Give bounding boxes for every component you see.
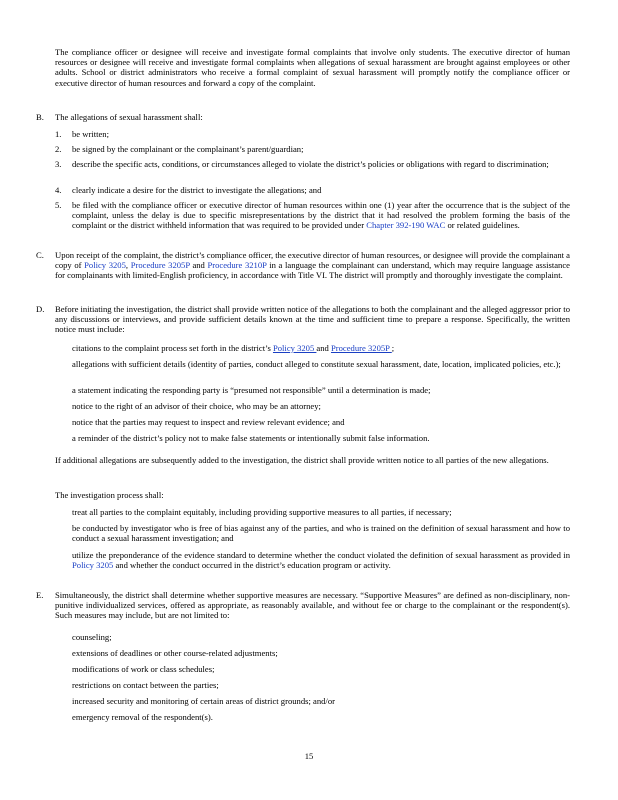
list-number: 3. — [55, 159, 62, 169]
list-item-text — [72, 550, 570, 570]
section-c-label: C. — [36, 250, 44, 260]
list-item-text: treat all parties to the complaint equitably, including providing supportive measures to all parties, if necessary; — [72, 507, 452, 517]
policy-3205-link[interactable]: Policy 3205 — [272, 343, 317, 353]
list-item — [55, 550, 570, 570]
list-item-text: modifications of work or class schedules; — [72, 664, 215, 674]
text-run: citations to the complaint process set forth in the district’s — [72, 343, 273, 353]
text-run: and — [189, 260, 208, 271]
text-run: or related guidelines. — [445, 220, 520, 231]
section-b-text: The allegations of sexual harassment shall: — [55, 112, 203, 122]
list-item — [55, 401, 570, 411]
procedure-3205p-link[interactable]: Procedure 3205P — [130, 260, 190, 271]
list-item-text: clearly indicate a desire for the district to investigate the allegations; and — [72, 185, 322, 195]
section-c-text — [55, 250, 570, 281]
text-run: and whether the conduct occurred in the district’s education program or activity. — [113, 560, 391, 571]
list-item-text: be written; — [72, 129, 109, 139]
list-item-text: a reminder of the district’s policy not to make false statements or intentionally submit false information. — [72, 433, 430, 443]
section-d — [36, 304, 570, 335]
list-item-text: describe the specific acts, conditions, or circumstances alleged to violate the district’s policies or obligations with regard to discrimination; — [72, 159, 549, 169]
list-item — [55, 712, 570, 722]
list-item-text: notice that the parties may request to inspect and review relevant evidence; and — [72, 417, 345, 427]
text-run: and — [316, 343, 331, 353]
list-number: 4. — [55, 185, 62, 195]
list-item — [55, 680, 570, 690]
policy-3205-link[interactable]: Policy 3205 — [84, 260, 126, 271]
list-item — [55, 417, 570, 427]
section-d-label: D. — [36, 304, 45, 314]
list-item-text — [72, 343, 570, 353]
list-item-text: restrictions on contact between the parties; — [72, 680, 219, 690]
list-item — [55, 385, 570, 395]
list-number: 2. — [55, 144, 62, 154]
section-e — [36, 590, 570, 621]
list-item — [55, 200, 570, 231]
list-item-text: be conducted by investigator who is free of bias against any of the parties, and who is trained on the definition of sexual harassment and how to conduct a sexual harassment investigation; and — [72, 523, 570, 544]
list-item-text: be signed by the complainant or the complainant’s parent/guardian; — [72, 144, 304, 154]
page-number: 15 — [304, 751, 314, 761]
list-item — [55, 696, 570, 706]
list-item-text: allegations with sufficient details (identity of parties, conduct alleged to constitute sexual harassment, date, location, implicated policies, etc.); — [72, 359, 561, 369]
list-item-text: increased security and monitoring of certain areas of district grounds; and/or — [72, 696, 335, 706]
list-item — [55, 343, 570, 353]
list-item-text: notice to the right of an advisor of their choice, who may be an attorney; — [72, 401, 321, 411]
list-item-text: emergency removal of the respondent(s). — [72, 712, 213, 722]
text-run: ; — [391, 343, 395, 353]
policy-3205-link[interactable]: Policy 3205 — [72, 560, 114, 571]
list-item — [55, 433, 570, 443]
list-item-text: counseling; — [72, 632, 112, 642]
section-c — [36, 250, 570, 281]
additional-allegations-paragraph: If additional allegations are subsequently added to the investigation, the district shall provide written notice to all parties of the new allegations. — [55, 455, 549, 465]
list-item — [55, 664, 570, 674]
text-run: , — [125, 260, 131, 271]
list-item — [55, 632, 570, 642]
list-item — [55, 185, 570, 195]
text-run: utilize the preponderance of the evidence standard to determine whether the conduct violated the definition of sexual harassment as provided in — [72, 550, 570, 560]
section-b — [36, 112, 570, 122]
investigation-process-intro: The investigation process shall: — [55, 490, 164, 500]
text-run: in a language the complainant can understand, which may require language assistance for complainants with limited-English proficiency, in accordance with Title VI. The district will promptly and thoroughly investigate the complaint. — [55, 260, 570, 281]
section-e-text: Simultaneously, the district shall determine whether supportive measures are necessary. “Supportive Measures” are defined as non-disciplinary, non-punitive individualized services, offered as appropriate, as reasonably available, and without fee or charge to the complainant or the respondent(s). Such measures may include, but are not limited to: — [55, 590, 570, 621]
intro-paragraph: The compliance officer or designee will receive and investigate formal complaints that involve only students. The executive director of human resources or designee will receive and investigate formal complaints when allegations of sexual harassment are brought against employees or other adults. School or district administrators who receive a formal complaint of sexual harassment will promptly notify the compliance officer or executive director of human resources and forward a copy of the complaint. — [55, 47, 570, 88]
list-item-text: a statement indicating the responding party is “presumed not responsible” until a determination is made; — [72, 385, 431, 395]
text-run: be filed with the compliance officer or executive director of human resources within one (1) year after the occurrence that is the subject of the complaint, unless the delay is due to specific misrepresentations by the district that it had resolved the problem forming the basis of the complaint or the district withheld information that was required to be provided under — [72, 200, 570, 231]
list-item-text — [72, 200, 570, 231]
list-item-text: extensions of deadlines or other course-related adjustments; — [72, 648, 278, 658]
procedure-3205p-link[interactable]: Procedure 3205P — [330, 343, 392, 353]
list-item — [55, 129, 570, 139]
list-item — [55, 359, 570, 369]
procedure-3210p-link[interactable]: Procedure 3210P — [207, 260, 267, 271]
list-item — [55, 159, 570, 169]
section-d-text: Before initiating the investigation, the district shall provide written notice of the allegations to both the complainant and the alleged aggressor prior to any discussions or interviews, and provide sufficient details known at the time and sufficient time to prepare a response. Specifically, the written notice must include: — [55, 304, 570, 335]
section-e-label: E. — [36, 590, 44, 600]
chapter-392-190-wac-link[interactable]: Chapter 392-190 WAC — [366, 220, 446, 231]
text-run: Upon receipt of the complaint, the district’s compliance officer, the executive director of human resources, or designee will provide the complainant a copy of — [55, 250, 570, 271]
list-item — [55, 144, 570, 154]
list-number: 1. — [55, 129, 62, 139]
list-item — [55, 648, 570, 658]
list-item — [55, 507, 570, 517]
list-item — [55, 523, 570, 543]
list-number: 5. — [55, 200, 62, 210]
section-b-label: B. — [36, 112, 44, 122]
